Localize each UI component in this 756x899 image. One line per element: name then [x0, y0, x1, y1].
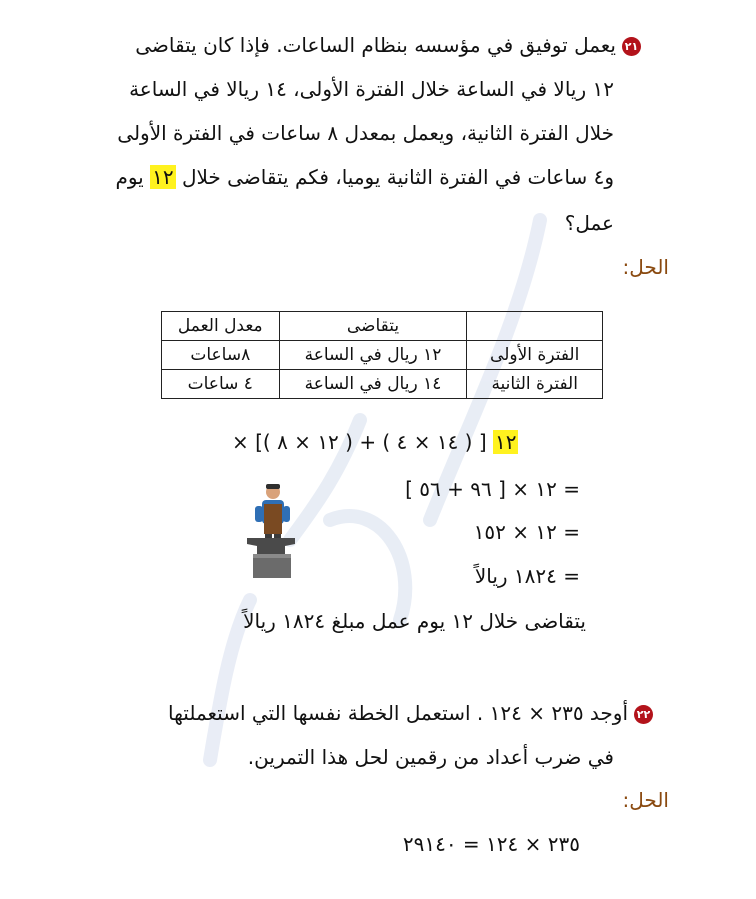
calc-step-3: = ١٢ × ١٥٢	[473, 520, 580, 544]
highlighted-number: ١٢	[152, 165, 174, 189]
data-table	[161, 311, 603, 399]
table-cell: ٤ ساعات	[162, 370, 280, 399]
problem-number-badge: ٢٢	[634, 705, 653, 724]
calc-conclusion: يتقاضى خلال ١٢ يوم عمل مبلغ ١٨٢٤ ريالاً	[243, 609, 586, 633]
problem-21-line-1: ٢١يعمل توفيق في مؤسسه بنظام الساعات. فإذا كان يتقاضى	[135, 30, 641, 60]
blacksmith-illustration	[245, 480, 297, 580]
problem-21-line-2: ١٢ ريالا في الساعة خلال الفترة الأولى، ١٤ ريالا في الساعة	[129, 77, 614, 101]
table-row	[162, 370, 603, 399]
table-cell: ١٤ ريال في الساعة	[279, 370, 467, 399]
calc-step-4: = ١٨٢٤ ريالاً	[474, 564, 580, 588]
problem-22-line-1: ٢٢أوجد ٢٣٥ × ١٢٤ . استعمل الخطة نفسها التي استعملتها	[168, 698, 653, 728]
table-cell: ٨ساعات	[162, 341, 280, 370]
table-header-row	[162, 312, 603, 341]
problem-21-line-4: و٤ ساعات في الفترة الثانية يوميا، فكم يتقاضى خلال ١٢ يوم	[115, 165, 614, 189]
problem-21-line-5: عمل؟	[564, 211, 614, 235]
table-header-cell: يتقاضى	[279, 312, 467, 341]
table-cell: الفترة الأولى	[467, 341, 603, 370]
problem-number-badge: ٢١	[622, 37, 641, 56]
solution-label: الحل:	[622, 788, 669, 812]
solution-label: الحل:	[622, 255, 669, 279]
highlighted-number: ١٢	[495, 430, 517, 454]
problem-22-answer: ٢٣٥ × ١٢٤ = ٢٩١٤٠	[402, 832, 580, 856]
table-header-cell	[467, 312, 603, 341]
table-row	[162, 341, 603, 370]
problem-21-line-3: خلال الفترة الثانية، ويعمل بمعدل ٨ ساعات في الفترة الأولى	[117, 121, 614, 145]
table-cell: الفترة الثانية	[467, 370, 603, 399]
calc-step-1: × [( ١٢ × ٨ ) + ( ١٤ × ٤ ) ] ١٢	[232, 430, 517, 454]
calc-step-2: = ١٢ × [ ٩٦ + ٥٦ ]	[405, 477, 580, 501]
problem-22-line-2: في ضرب أعداد من رقمين لحل هذا التمرين.	[247, 745, 614, 769]
table-cell: ١٢ ريال في الساعة	[279, 341, 467, 370]
table-header-cell: معدل العمل	[162, 312, 280, 341]
